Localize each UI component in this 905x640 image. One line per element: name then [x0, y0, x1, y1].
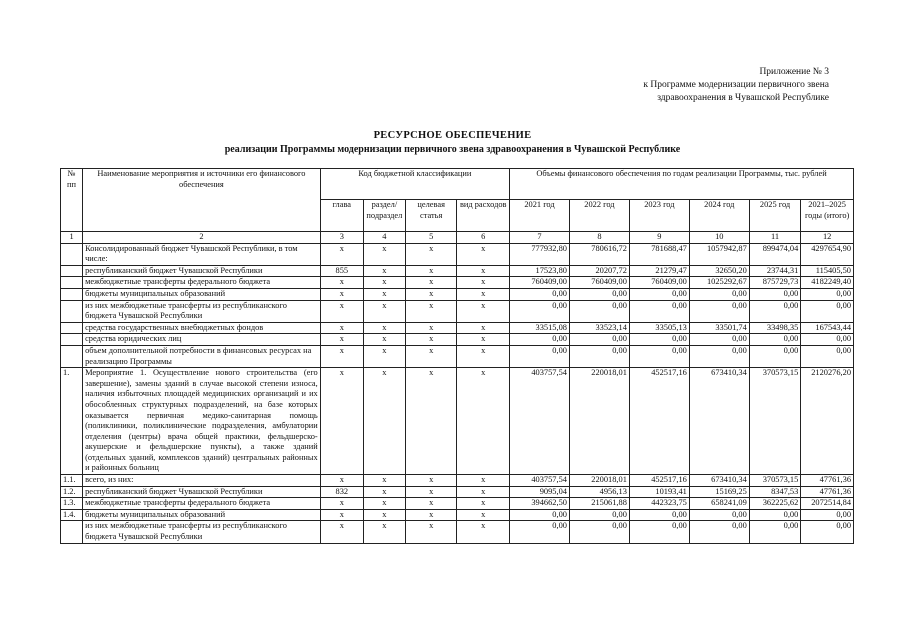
index-row [61, 232, 854, 244]
amount-cell: 220018,01 [569, 475, 629, 487]
amount-cell: 0,00 [801, 509, 854, 521]
row-number [61, 345, 83, 367]
header-vid: вид расходов [457, 200, 510, 232]
budget-code-cell: x [457, 322, 510, 334]
budget-code-cell: x [320, 345, 363, 367]
budget-code-cell: x [320, 509, 363, 521]
amount-cell: 33501,74 [689, 322, 749, 334]
header-2023: 2023 год [629, 200, 689, 232]
budget-code-cell: x [363, 243, 405, 265]
amount-cell: 20207,72 [569, 265, 629, 277]
budget-code-cell: x [320, 475, 363, 487]
row-name: всего, из них: [83, 475, 321, 487]
amount-cell: 760409,00 [629, 277, 689, 289]
budget-code-cell: x [405, 322, 457, 334]
amount-cell: 15169,25 [689, 486, 749, 498]
amount-cell: 0,00 [749, 300, 801, 322]
amount-cell: 0,00 [629, 345, 689, 367]
amount-cell: 0,00 [629, 334, 689, 346]
index-cell: 3 [320, 232, 363, 244]
amount-cell: 0,00 [801, 288, 854, 300]
row-number: 1.2. [61, 486, 83, 498]
row-name: межбюджетные трансферты федерального бюджета [83, 498, 321, 510]
amount-cell: 0,00 [749, 509, 801, 521]
budget-code-cell: x [363, 334, 405, 346]
amount-cell: 442323,75 [629, 498, 689, 510]
amount-cell: 403757,54 [510, 368, 570, 475]
index-cell: 9 [629, 232, 689, 244]
budget-code-cell: x [405, 498, 457, 510]
budget-code-cell: x [405, 277, 457, 289]
budget-code-cell: x [405, 475, 457, 487]
amount-cell: 452517,16 [629, 368, 689, 475]
budget-code-cell: x [405, 368, 457, 475]
row-name: средства государственных внебюджетных фондов [83, 322, 321, 334]
table-row [61, 277, 854, 289]
appendix-line-1: Приложение № 3 [759, 67, 829, 77]
row-name: бюджеты муниципальных образований [83, 288, 321, 300]
amount-cell: 0,00 [629, 288, 689, 300]
document-subtitle: реализации Программы модернизации первичного звена здравоохранения в Чувашской Республике [224, 144, 681, 155]
budget-code-cell: x [363, 368, 405, 475]
budget-code-cell: x [320, 288, 363, 300]
budget-code-cell: x [363, 300, 405, 322]
amount-cell: 4297654,90 [801, 243, 854, 265]
budget-code-cell: x [457, 498, 510, 510]
budget-code-cell: x [320, 277, 363, 289]
row-number [61, 243, 83, 265]
table-row [61, 345, 854, 367]
amount-cell: 0,00 [569, 509, 629, 521]
document-title: РЕСУРСНОЕ ОБЕСПЕЧЕНИЕ [373, 130, 532, 141]
header-num: № пп [61, 169, 83, 232]
amount-cell: 0,00 [689, 509, 749, 521]
budget-code-cell: x [457, 521, 510, 543]
amount-cell: 0,00 [801, 345, 854, 367]
row-number: 1.1. [61, 475, 83, 487]
amount-cell: 780616,72 [569, 243, 629, 265]
header-glava: глава [320, 200, 363, 232]
amount-cell: 875729,73 [749, 277, 801, 289]
table-row [61, 509, 854, 521]
table-row [61, 334, 854, 346]
amount-cell: 33498,35 [749, 322, 801, 334]
amount-cell: 10193,41 [629, 486, 689, 498]
budget-code-cell: x [320, 521, 363, 543]
row-name: средства юридических лиц [83, 334, 321, 346]
index-cell: 7 [510, 232, 570, 244]
table-row [61, 521, 854, 543]
amount-cell: 370573,15 [749, 368, 801, 475]
amount-cell: 0,00 [689, 334, 749, 346]
amount-cell: 0,00 [749, 345, 801, 367]
amount-cell: 403757,54 [510, 475, 570, 487]
budget-code-cell: x [457, 288, 510, 300]
budget-code-cell: x [457, 486, 510, 498]
budget-code-cell: x [363, 288, 405, 300]
amount-cell: 452517,16 [629, 475, 689, 487]
amount-cell: 0,00 [569, 345, 629, 367]
resource-table [60, 168, 854, 544]
amount-cell: 33505,13 [629, 322, 689, 334]
amount-cell: 0,00 [510, 345, 570, 367]
index-cell: 2 [83, 232, 321, 244]
budget-code-cell: x [405, 334, 457, 346]
amount-cell: 0,00 [510, 300, 570, 322]
amount-cell: 370573,15 [749, 475, 801, 487]
budget-code-cell: x [405, 521, 457, 543]
budget-code-cell: x [405, 345, 457, 367]
amount-cell: 215061,88 [569, 498, 629, 510]
amount-cell: 658241,09 [689, 498, 749, 510]
amount-cell: 115405,50 [801, 265, 854, 277]
table-row [61, 288, 854, 300]
amount-cell: 220018,01 [569, 368, 629, 475]
budget-code-cell: x [405, 300, 457, 322]
amount-cell: 0,00 [749, 521, 801, 543]
amount-cell: 0,00 [629, 509, 689, 521]
amount-cell: 9095,04 [510, 486, 570, 498]
amount-cell: 167543,44 [801, 322, 854, 334]
table-row [61, 498, 854, 510]
row-name: из них межбюджетные трансферты из республиканского бюджета Чувашской Республики [83, 300, 321, 322]
amount-cell: 0,00 [801, 521, 854, 543]
budget-code-cell: x [405, 243, 457, 265]
row-name: Консолидированный бюджет Чувашской Республики, в том числе: [83, 243, 321, 265]
amount-cell: 0,00 [510, 288, 570, 300]
header-total: 2021–2025 годы (итого) [801, 200, 854, 232]
appendix-line-2: к Программе модернизации первичного звена [643, 80, 829, 90]
amount-cell: 0,00 [749, 334, 801, 346]
amount-cell: 0,00 [629, 300, 689, 322]
row-number [61, 277, 83, 289]
row-number [61, 521, 83, 543]
row-name: бюджеты муниципальных образований [83, 509, 321, 521]
budget-code-cell: x [405, 288, 457, 300]
budget-code-cell: x [457, 509, 510, 521]
amount-cell: 0,00 [569, 521, 629, 543]
row-name: из них межбюджетные трансферты из республиканского бюджета Чувашской Республики [83, 521, 321, 543]
amount-cell: 760409,00 [510, 277, 570, 289]
budget-code-cell: x [320, 300, 363, 322]
amount-cell: 0,00 [569, 334, 629, 346]
amount-cell: 0,00 [510, 521, 570, 543]
amount-cell: 21279,47 [629, 265, 689, 277]
index-cell: 4 [363, 232, 405, 244]
amount-cell: 47761,36 [801, 486, 854, 498]
amount-cell: 777932,80 [510, 243, 570, 265]
table-row [61, 265, 854, 277]
row-name: республиканский бюджет Чувашской Республики [83, 486, 321, 498]
row-name: объем дополнительной потребности в финансовых ресурсах на реализацию Программы [83, 345, 321, 367]
header-budget-code: Код бюджетной классификации [320, 169, 509, 200]
budget-code-cell: x [363, 509, 405, 521]
budget-code-cell: x [320, 368, 363, 475]
row-number [61, 300, 83, 322]
amount-cell: 0,00 [689, 521, 749, 543]
amount-cell: 1057942,87 [689, 243, 749, 265]
table-row [61, 486, 854, 498]
amount-cell: 17523,80 [510, 265, 570, 277]
row-name: Мероприятие 1. Осуществление нового строительства (его завершение), замены зданий в случае высокой степени износа, наличия избыточных площадей медицинских организаций и их обособленных структурных подразделений, на базе которых оказывается первичная медико-санитарная помощь (поликлиники, поликлинические подразделения, амбулатории отделения (центры) врача общей практики, фельдшерско-акушерские и фельдшерские пункты), а также зданий (отдельных зданий, комплексов зданий) центральных районных и районных больниц [83, 368, 321, 475]
amount-cell: 760409,00 [569, 277, 629, 289]
index-cell: 11 [749, 232, 801, 244]
row-number [61, 288, 83, 300]
amount-cell: 0,00 [689, 288, 749, 300]
amount-cell: 2072514,84 [801, 498, 854, 510]
header-2022: 2022 год [569, 200, 629, 232]
row-number: 1. [61, 368, 83, 475]
budget-code-cell: x [457, 300, 510, 322]
budget-code-cell: x [457, 475, 510, 487]
amount-cell: 33523,14 [569, 322, 629, 334]
budget-code-cell: x [363, 322, 405, 334]
index-cell: 1 [61, 232, 83, 244]
budget-code-cell: x [363, 521, 405, 543]
budget-code-cell: x [457, 368, 510, 475]
table-row [61, 300, 854, 322]
amount-cell: 0,00 [749, 288, 801, 300]
budget-code-cell: x [457, 243, 510, 265]
budget-code-cell: x [457, 345, 510, 367]
budget-code-cell: x [320, 243, 363, 265]
amount-cell: 0,00 [689, 300, 749, 322]
row-name: межбюджетные трансферты федерального бюджета [83, 277, 321, 289]
amount-cell: 2120276,20 [801, 368, 854, 475]
budget-code-cell: x [363, 475, 405, 487]
row-number [61, 265, 83, 277]
amount-cell: 4182249,40 [801, 277, 854, 289]
table-row [61, 475, 854, 487]
budget-code-cell: x [363, 277, 405, 289]
budget-code-cell: x [363, 345, 405, 367]
budget-code-cell: 855 [320, 265, 363, 277]
amount-cell: 0,00 [629, 521, 689, 543]
index-cell: 12 [801, 232, 854, 244]
table-row [61, 368, 854, 475]
header-volumes: Объемы финансового обеспечения по годам реализации Программы, тыс. рублей [510, 169, 854, 200]
budget-code-cell: x [457, 265, 510, 277]
amount-cell: 673410,34 [689, 368, 749, 475]
amount-cell: 47761,36 [801, 475, 854, 487]
index-cell: 6 [457, 232, 510, 244]
amount-cell: 0,00 [801, 300, 854, 322]
budget-code-cell: x [320, 322, 363, 334]
budget-code-cell: x [405, 486, 457, 498]
header-razdel: раздел/ подраздел [363, 200, 405, 232]
budget-code-cell: x [363, 486, 405, 498]
amount-cell: 1025292,67 [689, 277, 749, 289]
header-2025: 2025 год [749, 200, 801, 232]
header-statya: целевая статья [405, 200, 457, 232]
header-2021: 2021 год [510, 200, 570, 232]
amount-cell: 8347,53 [749, 486, 801, 498]
budget-code-cell: x [405, 509, 457, 521]
header-2024: 2024 год [689, 200, 749, 232]
amount-cell: 394662,50 [510, 498, 570, 510]
budget-code-cell: x [457, 334, 510, 346]
amount-cell: 899474,04 [749, 243, 801, 265]
amount-cell: 673410,34 [689, 475, 749, 487]
budget-code-cell: x [457, 277, 510, 289]
amount-cell: 0,00 [689, 345, 749, 367]
amount-cell: 0,00 [510, 334, 570, 346]
table-row [61, 243, 854, 265]
budget-code-cell: x [405, 265, 457, 277]
row-number [61, 334, 83, 346]
amount-cell: 23744,31 [749, 265, 801, 277]
amount-cell: 362225,62 [749, 498, 801, 510]
amount-cell: 0,00 [801, 334, 854, 346]
amount-cell: 0,00 [569, 300, 629, 322]
amount-cell: 33515,08 [510, 322, 570, 334]
amount-cell: 0,00 [510, 509, 570, 521]
index-cell: 5 [405, 232, 457, 244]
index-cell: 10 [689, 232, 749, 244]
amount-cell: 0,00 [569, 288, 629, 300]
row-number: 1.4. [61, 509, 83, 521]
row-number: 1.3. [61, 498, 83, 510]
amount-cell: 4956,13 [569, 486, 629, 498]
appendix-line-3: здравоохранения в Чувашской Республике [657, 93, 829, 103]
appendix-header [643, 66, 829, 105]
budget-code-cell: x [363, 265, 405, 277]
amount-cell: 32650,20 [689, 265, 749, 277]
budget-code-cell: x [320, 334, 363, 346]
amount-cell: 781688,47 [629, 243, 689, 265]
row-number [61, 322, 83, 334]
header-name: Наименование мероприятия и источники его финансового обеспечения [83, 169, 321, 232]
index-cell: 8 [569, 232, 629, 244]
budget-code-cell: 832 [320, 486, 363, 498]
budget-code-cell: x [363, 498, 405, 510]
table-row [61, 322, 854, 334]
budget-code-cell: x [320, 498, 363, 510]
row-name: республиканский бюджет Чувашской Республики [83, 265, 321, 277]
